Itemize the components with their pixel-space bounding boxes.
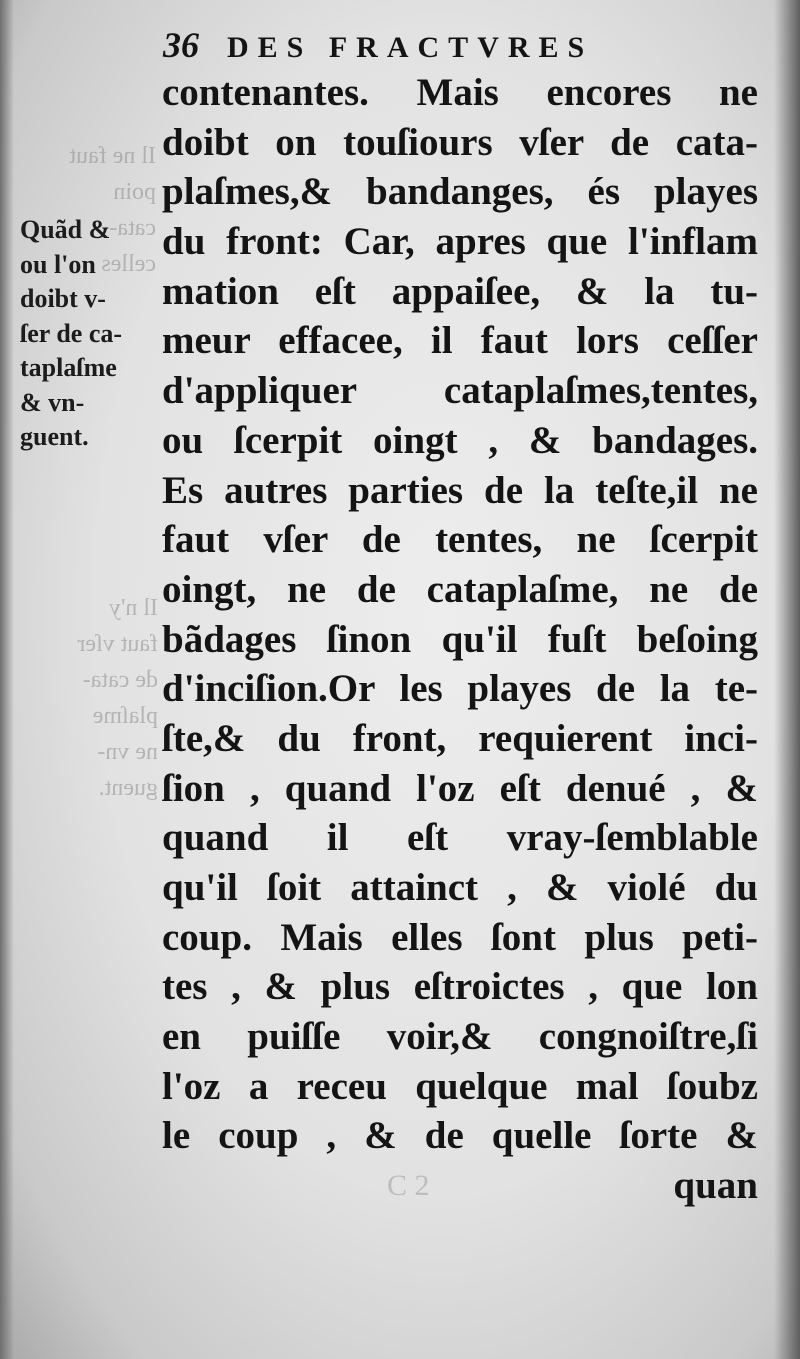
- show-through-line: de cata-: [82, 667, 158, 693]
- show-through-line: plaſme: [92, 703, 158, 729]
- text-line: bãdages ſinon qu'il fuſt beſoing: [162, 617, 758, 661]
- side-note-line: guent.: [20, 422, 89, 451]
- text-line: meur effacee, il faut lors ceſſer: [162, 319, 758, 363]
- side-note-line: doibt v-: [20, 284, 106, 313]
- text-line: Es autres parties de la teſte,il ne: [162, 468, 758, 512]
- show-through-line: celles: [101, 251, 156, 277]
- show-through-line: Il ne faut: [69, 143, 156, 169]
- show-through-text-middle: [8, 590, 158, 806]
- text-line: doibt on touſiours vſer de cata-: [162, 120, 758, 164]
- footer-line: [162, 1161, 758, 1211]
- text-line: l'oz a receu quelque mal ſoubz: [162, 1064, 758, 1108]
- show-through-line: faut vſer: [77, 631, 158, 657]
- side-note-line: taplaſme: [20, 353, 117, 382]
- text-line: tes , & plus eſtroictes , que lon: [162, 965, 758, 1009]
- catchword: quan: [673, 1164, 758, 1208]
- show-through-line: ne vn-: [97, 739, 158, 765]
- signature-mark: C 2: [387, 1169, 430, 1203]
- text-line: d'appliquer cataplaſmes,tentes,: [162, 369, 758, 413]
- page-edge-shadow: [774, 0, 800, 1359]
- show-through-line: guent.: [98, 775, 158, 801]
- text-line: oingt, ne de cataplaſme, ne de: [162, 567, 758, 611]
- text-line: coup. Mais elles ſont plus peti-: [162, 915, 758, 959]
- side-note-line: & vn-: [20, 387, 85, 417]
- show-through-line: poin: [113, 179, 156, 205]
- side-note-line: Quãd &: [20, 215, 111, 244]
- side-note: [20, 213, 160, 455]
- page-number: 36: [163, 25, 199, 65]
- side-note-line: ſer de ca-: [20, 318, 123, 348]
- show-through-line: Il n'y: [109, 595, 158, 621]
- text-line: mation eſt appaiſee, & la tu-: [162, 269, 758, 313]
- text-line: faut vſer de tentes, ne ſcerpit: [162, 518, 758, 562]
- text-line: plaſmes,& bandanges, és playes: [162, 170, 758, 214]
- text-line: du front: Car, apres que l'inflam: [162, 220, 758, 264]
- running-header: [163, 20, 683, 70]
- text-line: le coup , & de quelle ſorte &: [162, 1114, 758, 1158]
- text-line: quand il eſt vray-ſemblable: [162, 816, 758, 860]
- text-line: ſion , quand l'oz eſt denué , &: [162, 766, 758, 810]
- side-note-line: ou l'on: [20, 249, 96, 279]
- running-title: DES FRACTVRES: [227, 31, 594, 64]
- text-line: d'inciſion.Or les playes de la te-: [162, 667, 758, 711]
- text-line: en puiſſe voir,& congnoiſtre,ſi: [162, 1015, 758, 1059]
- text-line: qu'il ſoit attainct , & violé du: [162, 866, 758, 909]
- body-text: [162, 68, 758, 1211]
- text-line: contenantes. Mais encores ne: [162, 71, 758, 114]
- show-through-line: cata-: [109, 215, 156, 241]
- text-line: ſte,& du front, requierent inci-: [162, 716, 758, 760]
- text-line: ou ſcerpit oingt , & bandages.: [162, 418, 758, 462]
